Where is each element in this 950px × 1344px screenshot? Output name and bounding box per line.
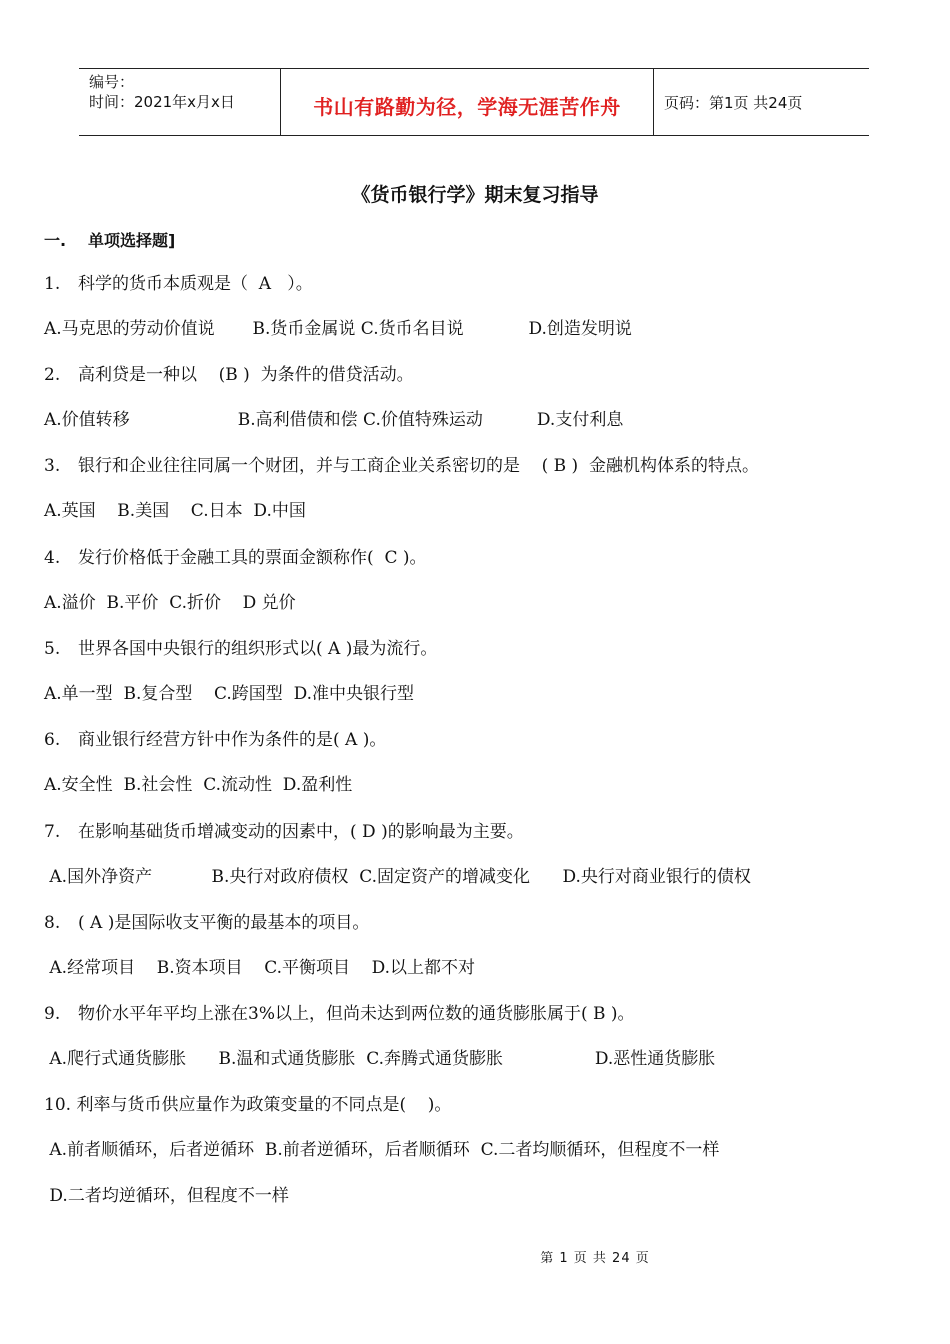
section-heading [44,228,175,251]
question-number: 1. [44,274,61,294]
motto: 书山有路勤为径，学海无涯苦作舟 [313,94,621,119]
question-text: 商业银行经营方针中作为条件的是( A )。 [78,730,387,750]
question-3-options: A.英国 B.美国 C.日本 D.中国 [44,501,306,521]
question-text: 发行价格低于金融工具的票面金额称作( C )。 [78,548,427,568]
header-motto-cell [281,69,654,135]
question-10-options-a: A.前者顺循环，后者逆循环 B.前者逆循环，后者顺循环 C.二者均顺循环，但程度不一样 [44,1140,720,1160]
page-info: 页码：第1页 共24页 [664,93,803,112]
header-meta [79,69,281,135]
header-table [79,68,869,136]
question-text: 物价水平年平均上涨在3%以上，但尚未达到两位数的通货膨胀属于( B )。 [78,1004,635,1024]
header-page-cell [654,69,869,135]
document-title: 《货币银行学》期末复习指导 [351,184,599,206]
question-4-options: A.溢价 B.平价 C.折价 D 兑价 [44,593,296,613]
question-text: 世界各国中央银行的组织形式以( A )最为流行。 [78,639,438,659]
question-text: 银行和企业往往同属一个财团，并与工商企业关系密切的是 ( B ) 金融机构体系的特点。 [78,456,759,476]
question-7 [44,820,524,844]
question-9 [44,1002,635,1026]
question-text: 利率与货币供应量作为政策变量的不同点是( )。 [76,1095,452,1115]
question-2 [44,363,414,387]
question-number: 7. [44,822,61,842]
question-1-options: A.马克思的劳动价值说 B.货币金属说 C.货币名目说 D.创造发明说 [44,319,632,339]
question-number: 2. [44,365,61,385]
question-number: 3. [44,456,61,476]
number-label: 编号： [89,73,135,91]
section-label: 单项选择题] [88,231,176,250]
question-number: 5. [44,639,61,659]
question-text: ( A )是国际收支平衡的最基本的项目。 [78,913,370,933]
question-1 [44,272,313,296]
question-5 [44,637,437,661]
question-8-options: A.经常项目 B.资本项目 C.平衡项目 D.以上都不对 [44,958,476,978]
question-number: 6. [44,730,61,750]
question-text: 科学的货币本质观是（ A ）。 [78,274,313,294]
question-9-options: A.爬行式通货膨胀 B.温和式通货膨胀 C.奔腾式通货膨胀 D.恶性通货膨胀 [44,1049,716,1069]
question-2-options: A.价值转移 B.高利借债和偿 C.价值特殊运动 D.支付利息 [44,410,624,430]
question-3 [44,454,759,478]
question-6 [44,728,386,752]
question-5-options: A.单一型 B.复合型 C.跨国型 D.准中央银行型 [44,684,415,704]
time-label: 时间：2021年x月x日 [89,93,235,111]
question-number: 4. [44,548,61,568]
question-text: 在影响基础货币增减变动的因素中，( D )的影响最为主要。 [78,822,524,842]
question-7-options: A.国外净资产 B.央行对政府债权 C.固定资产的增减变化 D.央行对商业银行的债权 [44,867,751,887]
question-number: 9. [44,1004,61,1024]
question-6-options: A.安全性 B.社会性 C.流动性 D.盈利性 [44,775,353,795]
question-number: 10. [44,1095,72,1115]
question-number: 8. [44,913,61,933]
question-10 [44,1093,451,1117]
question-10-options-b: D.二者均逆循环，但程度不一样 [44,1186,289,1206]
question-8 [44,911,369,935]
question-text: 高利贷是一种以 (B ) 为条件的借贷活动。 [78,365,414,385]
page-footer: 第 1 页 共 24 页 [540,1251,650,1266]
section-number: 一. [44,231,67,250]
question-4 [44,546,426,570]
